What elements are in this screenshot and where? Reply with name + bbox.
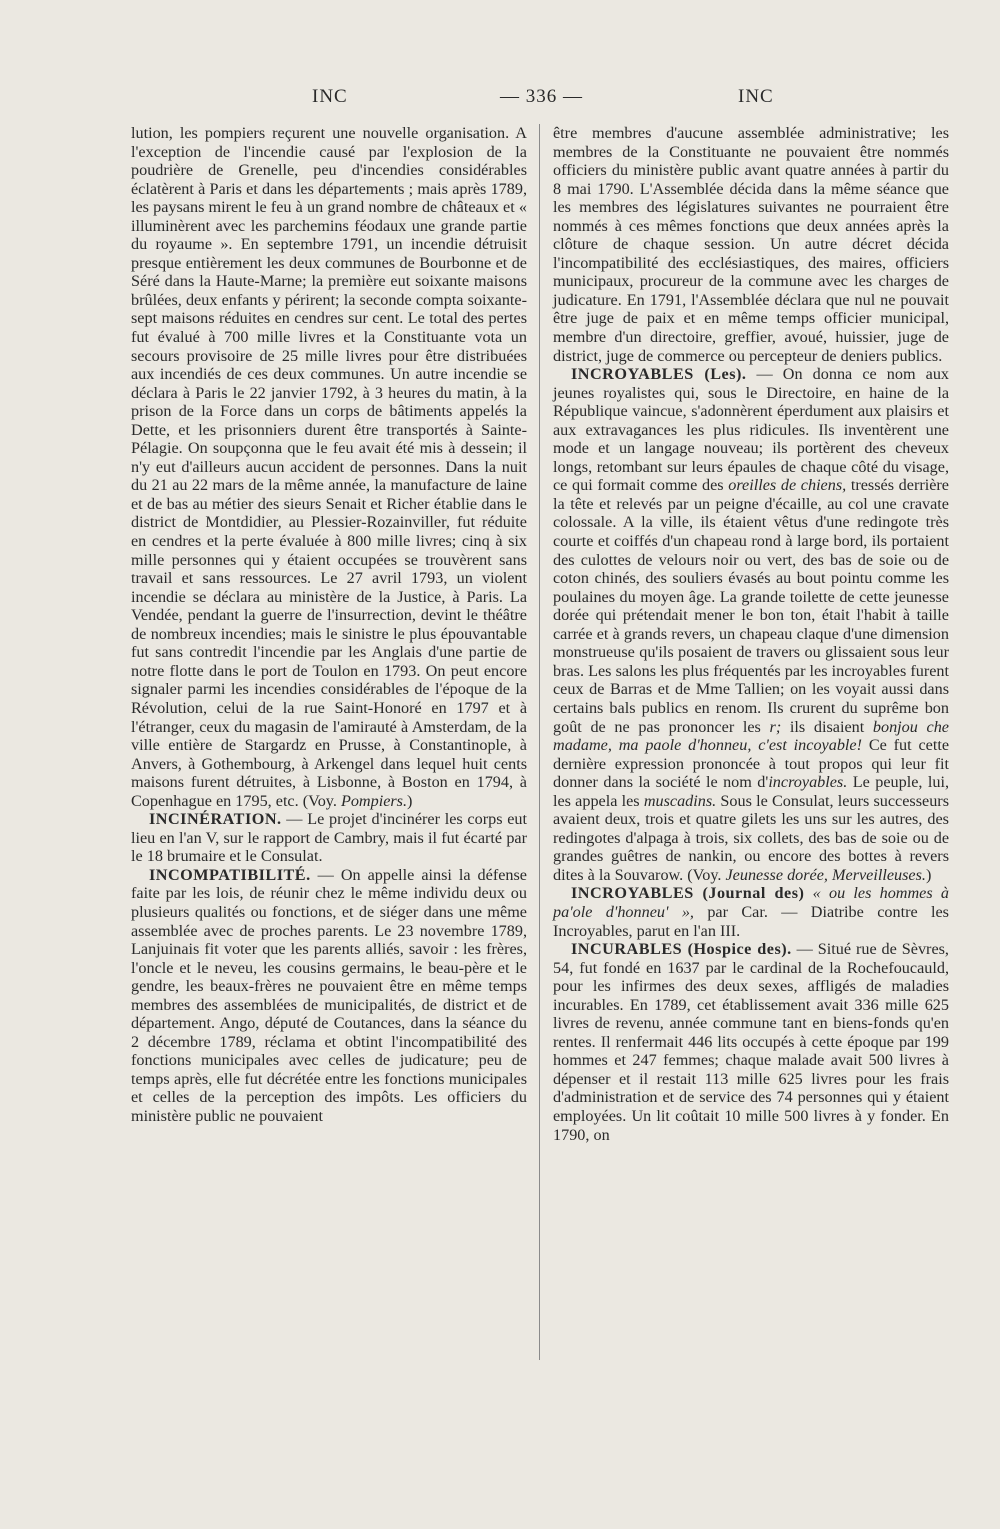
entry-journal-des-incroyables: INCROYABLES (Journal des) « ou les hommes à pa'ole d'honneu' », par Car. — Diatribe contre les Incroyables, parut en l'an III. [553, 884, 949, 940]
headword-incineration: INCINÉRATION. [149, 810, 282, 829]
entry-incompatibilite: INCOMPATIBILITÉ. — On appelle ainsi la défense faite par les lois, de réunir chez le même individu deux ou plusieurs qualités ou fonctions, et de siéger dans une même assemblée avec de proches parents. Le 23 novembre 1789, Lanjuinais fit voter que les parents alliés, savoir : les frères, l'oncle et le neveu, les cousins germains, le beau-père et le gendre, les beaux-frères ne pouvaient être en même temps membres des assemblées de municipalités, de district et de département. Ango, député de Coutances, dans la séance du 2 décembre 1789, réclama et obtint l'incompatibilité des fonctions municipales avec celles de judicature; peu de temps après, elle fut décrétée entre les fonctions municipales et celles de la perception des impôts. Les officiers du ministère public ne pouvaient [131, 865, 527, 1125]
header-left-keyword: INC [312, 86, 348, 107]
entry-incineration: INCINÉRATION. — Le projet d'incinérer les corps eut lieu en l'an V, sur le rapport de Cambry, mais il fut écarté par le 18 brumaire et le Consulat. [131, 810, 527, 866]
left-column [131, 124, 527, 1126]
headword-incompatibilite: INCOMPATIBILITÉ. [149, 865, 311, 884]
headword-journal-des-incroyables: INCROYABLES (Journal des) [571, 884, 805, 903]
right-column [553, 124, 949, 1144]
header-right-keyword: INC [738, 86, 774, 107]
paragraph-incompatibilite-continued: être membres d'aucune assemblée administrative; les membres de la Constituante ne pouvaient être nommés officiers du ministère public avant quatre années à partir du 8 mai 1790. L'Assemblée décida dans la même séance que les membres des législatures suivantes ne pourraient être nommés à ces mêmes fonctions que deux années après la clôture de chaque session. Un autre décret décida l'incompatibilité des ecclésiastiques, des maires, officiers municipaux, procureur de la commune avec les charges de judicature. En 1791, l'Assemblée déclara que nul ne pouvait être juge de paix et en même temps officier municipal, membre d'un directoire, greffier, avoué, huissier, juge de district, juge de commerce ou percepteur de deniers publics. [553, 124, 949, 365]
paragraph-incendie-continued: lution, les pompiers reçurent une nouvelle organisation. A l'exception de l'incendie causé par l'explosion de la poudrière de Grenelle, peu d'incendies considérables éclatèrent à Paris et dans les départements ; mais après 1789, les paysans mirent le feu à un grand nombre de châteaux et « illuminèrent avec les parchemins féodaux une grande partie du royaume ». En septembre 1791, un incendie détruisit presque entièrement les deux communes de Bourbonne et de Séré dans la Haute-Marne; la première eut soixante maisons brûlées, deux enfants y périrent; la seconde compta soixante-sept maisons réduites en cendres sur cent. Le total des pertes fut évalué à 700 mille livres et la Constituante vota un secours provisoire de 25 mille livres pour être distribuées aux incendiés de ces deux communes. Un autre incendie se déclara à Paris le 22 janvier 1792, à 3 heures du matin, à la prison de la Force dans un corps de bâtiments appelés la Dette, et les prisonniers durent être transportés à Sainte-Pélagie. On soupçonna que le feu avait été mis à dessein; il n'y eut d'ailleurs aucun accident de personnes. Dans la nuit du 21 au 22 mars de la même année, la manufacture de laine et de bas au métier des sieurs Senait et Richer établie dans le district de Montdidier, au Plessier-Rozainviller, fut réduite en cendres et la perte évaluée à 800 mille livres; cinq à six mille personnes qui y étaient occupées se trouvèrent sans travail et sans ressources. Le 27 avril 1793, un violent incendie se déclara au ministère de la Justice, à Paris. La Vendée, pendant la guerre de l'insurrection, devint le théâtre de nombreux incendies; mais le sinistre le plus épouvantable fut sans contredit l'incendie par les Anglais d'une partie de notre flotte dans le port de Toulon en 1793. On peut encore signaler parmi les incendies considérables de l'époque de la Révolution, celui de la rue Saint-Honoré en 1797 et à l'étranger, ceux du magasin de l'amirauté à Amsterdam, de la ville entière de Stargardz en Prusse, à Constantinople, à Anvers, à Gothembourg, à Arkengel dans lequel huit cents maisons furent détruites, à Lisbonne, à Boston en 1794, à Copenhague en 1795, etc. (Voy. Pompiers.) [131, 124, 527, 810]
page-number: — 336 — [500, 86, 583, 107]
entry-incroyables: INCROYABLES (Les). — On donna ce nom aux jeunes royalistes qui, sous le Directoire, en haine de la République vaincue, s'adonnèrent éperdument aux plaisirs et aux extravagances les plus ridicules. Ils inventèrent une mode et un langage nouveau; ils portèrent des cheveux longs, retombant sur leurs épaules de chaque côté du visage, ce qui formait comme des oreilles de chiens, tressés derrière la tête et relevés par un peigne d'écaille, au col une cravate colossale. A la ville, ils étaient vêtus d'une redingote très courte et coiffés d'un chapeau rond à large bord, ils portaient des culottes de velours noir ou vert, des bas de soie ou de coton chinés, des souliers évasés au bout pointu comme les poulaines du moyen âge. La grande toilette de cette jeunesse dorée qui prétendait mener le bon ton, était l'habit à taille carrée et à grands revers, un chapeau claque d'une dimension monstrueuse qu'ils posaient de travers ou glissaient sous leur bras. Les salons les plus fréquentés par les incroyables furent ceux de Barras et de Mme Tallien; on les voyait aussi dans certains bals publics en renom. Ils crurent du suprême bon goût de ne pas prononcer les r; ils disaient bonjou che madame, ma paole d'honneu, c'est incoyable! Ce fut cette dernière expression prononcée à tout propos qui leur fit donner dans la société le nom d'incroyables. Le peuple, lui, les appela les muscadins. Sous le Consulat, leurs successeurs avaient deux, trois et quatre gilets les uns sur les autres, des redingotes d'alpaga à trois, six collets, des bas de soie ou de grandes guêtres de nankin, ou encore des bottes à revers dites à la Souvarow. (Voy. Jeunesse dorée, Merveilleuses.) [553, 365, 950, 884]
headword-incroyables: INCROYABLES (Les). [571, 365, 747, 384]
page-header [0, 86, 1000, 116]
headword-incurables: INCURABLES (Hospice des). [571, 940, 792, 959]
entry-incurables: INCURABLES (Hospice des). — Situé rue de Sèvres, 54, fut fondé en 1637 par le cardinal de la Rochefoucauld, pour les infirmes des deux sexes, affligés de maladies incurables. En 1789, cet établissement avait 336 mille 625 livres de revenu, année commune tant en biens-fonds qu'en rentes. Il renfermait 446 lits occupés à cette époque par 199 hommes et 247 femmes; chaque malade avait 500 livres à dépenser et il restait 113 mille 625 livres pour les frais d'administration et de service des 74 personnes qui y étaient employées. Un lit coûtait 10 mille 500 livres à y fonder. En 1790, on [553, 940, 949, 1144]
column-divider [539, 124, 540, 1360]
